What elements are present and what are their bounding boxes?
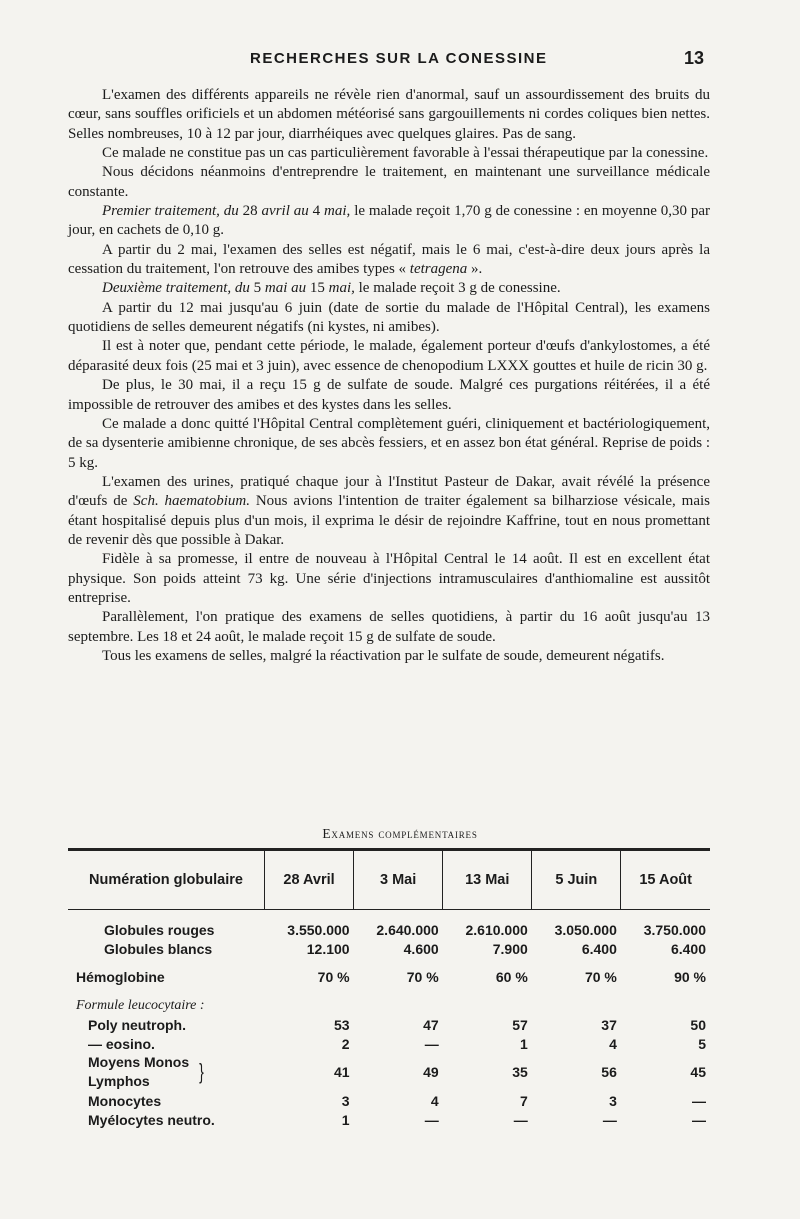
table-row [68,920,710,939]
italic-text: Premier traitement, du [102,203,239,220]
row-label [68,1053,265,1091]
cell: 3.750.000 [643,921,706,938]
row-label-line: Lymphos [88,1073,150,1089]
inline-number: 28 [242,203,258,220]
table-row [68,1034,710,1053]
paragraph: Ce malade ne constitue pas un cas particulièrement favorable à l'essai thérapeutique par la conessine. [102,145,709,162]
paragraph: Fidèle à sa promesse, il entre de nouveau à l'Hôpital Central le 14 août. Il est en excellent état physique. Son poids atteint 73 kg. Une série d'injections intramusculaires d'anthiomaline est aussitôt entreprise. [68,551,710,606]
cell: 37 [601,1016,617,1033]
cell: 35 [512,1064,528,1080]
cell: 2.640.000 [376,921,439,938]
row-label: Hémoglobine [76,969,165,985]
cell: — [602,1111,617,1128]
paragraph: De plus, le 30 mai, il a reçu 15 g de sulfate de soude. Malgré ces purgations réitérées, il a été impossible de retrouver des amibes et des kystes dans les selles. [68,377,710,413]
cell: — [424,1035,439,1052]
cell: 50 [690,1016,706,1033]
paragraph: Parallèlement, l'on pratique des examens de selles quotidiens, à partir du 16 août jusqu'au 13 septembre. Les 18 et 24 août, le malade reçoit 15 g de sulfate de soude. [68,609,710,645]
row-label: Poly neutroph. [88,1016,186,1033]
paragraph: Ce malade a donc quitté l'Hôpital Central complètement guéri, cliniquement et bactériologiquement, de sa dysenterie amibienne chronique, de ses abcès fessiers, et en assez bon état général. Reprise de poids : 5 kg. [68,415,710,471]
italic-text: avril au [261,203,309,220]
inline-text: le malade reçoit 3 g de conessine. [358,280,561,297]
inline-text: le malade reçoit 1,70 g de conessine : en moyenne 0,30 par jour, en cachets de 0,10 g. [68,203,711,239]
row-label: Globules blancs [104,940,213,957]
paragraph: L'examen des différents appareils ne révèle rien d'anormal, sauf un assourdissement des bruits du cœur, sans souffles orificiels et un abdomen météorisé sans gargouillements ni cordes coliques bien nettes. Selles nombreuses, 10 à 12 par jour, diarrhéiques avec quelques glaires. Pas de sang. [68,87,710,142]
table-header-row [68,850,710,910]
italic-text: mai, [324,203,351,220]
row-label: Monocytes [88,1092,162,1109]
table-row [68,1091,710,1110]
italic-text: mai au [264,280,307,297]
cell: 6.400 [670,940,706,957]
italic-text: Deuxième traitement, du [102,280,250,297]
section-label: Formule leucocytaire : [76,997,205,1013]
cell: 1 [341,1111,350,1128]
cell: 3.550.000 [287,921,350,938]
cell: 53 [334,1016,350,1033]
cell: 90 % [674,969,706,985]
table-row [68,958,710,996]
paragraph: Il est à noter que, pendant cette période, le malade, également porteur d'œufs d'ankylostomes, a été déparasité deux fois (25 mai et 3 juin), avec essence de chenopodium LXXX gouttes et huile de ricin 30 g. [68,338,710,374]
inline-text: A partir du 2 mai, l'examen des selles est négatif, mais le 6 mai, c'est-à-dire deux jours après la cessation du traitement, l'on retrouve des amibes types « [68,241,710,278]
page-number: 13 [684,48,705,68]
body-text [68,86,710,666]
inline-text: Nous avions l'intention de traiter également sa bilharziose vésicale, mais étant hospitalisé depuis plus d'un mois, il exprima le désir de rejoindre Kaffrine, tout en nous promettant de revenir dès que possible à Dakar. [68,493,710,548]
paragraph [68,279,710,298]
table-row [68,1053,710,1091]
lab-results-table [68,848,710,1129]
row-label: — eosino. [88,1035,155,1052]
cell: 7.900 [492,940,528,957]
paragraph: Tous les examens de selles, malgré la réactivation par le sulfate de soude, demeurent négatifs. [102,647,665,664]
page-header [0,48,800,72]
cell: 3.050.000 [554,921,617,938]
cell: 7 [519,1092,528,1109]
table-title: Examens complémentaires [322,826,478,841]
cell: 4.600 [403,940,439,957]
paragraph [68,473,710,550]
cell: 60 % [495,969,528,985]
row-label: Globules rouges [104,921,215,938]
row-label-line: Moyens Monos [88,1054,190,1070]
column-header-label: Numération globulaire [68,850,265,910]
cell: 5 [698,1035,706,1052]
paragraph [68,241,710,280]
cell: 45 [690,1064,706,1080]
inline-number: 15 [309,280,325,297]
inline-text: ». [471,261,483,278]
inline-text: L'examen des urines, pratiqué chaque jour à l'Institut Pasteur de Dakar, avait révélé la présence d'œufs de [68,473,710,510]
cell: 70 % [317,969,350,985]
cell: 1 [519,1035,528,1052]
cell: 47 [423,1016,439,1033]
inline-number: 4 [312,203,321,220]
cell: 49 [423,1064,439,1080]
cell: 3 [609,1092,617,1109]
cell: 4 [609,1035,617,1052]
running-title: RECHERCHES SUR LA CONESSINE [250,50,548,67]
cell: 2 [341,1035,350,1052]
table-row [68,939,710,958]
paragraph: A partir du 12 mai jusqu'au 6 juin (date de sortie du malade de l'Hôpital Central), les examens quotidiens de selles demeurent négatifs (ni kystes, ni amibes). [68,299,710,336]
cell: — [692,1111,706,1128]
table-row [68,1015,710,1034]
paragraph: Nous décidons néanmoins d'entreprendre le traitement, en maintenant une surveillance médicale constante. [68,164,710,200]
inline-number: 5 [253,280,262,297]
cell: — [513,1111,528,1128]
italic-text: Sch. haematobium. [133,493,250,510]
table-row [68,1110,710,1129]
column-header: 3 Mai [354,850,443,910]
italic-text: tetragena [409,261,468,278]
cell: 2.610.000 [465,921,528,938]
cell: — [692,1092,706,1109]
column-header: 15 Août [621,850,710,910]
cell: 6.400 [581,940,617,957]
cell: 57 [512,1016,528,1033]
cell: 4 [430,1092,439,1109]
cell: 70 % [584,969,617,985]
cell: 56 [601,1064,617,1080]
cell: 41 [334,1064,350,1080]
cell: 70 % [406,969,439,985]
row-label: Myélocytes neutro. [88,1111,215,1128]
cell: 12.100 [306,940,350,957]
paragraph [68,202,710,241]
column-header: 13 Mai [443,850,532,910]
cell: — [424,1111,439,1128]
column-header: 28 Avril [265,850,354,910]
cell: 3 [341,1092,350,1109]
brace-icon: } [199,1057,204,1084]
column-header: 5 Juin [532,850,621,910]
italic-text: mai, [328,280,355,297]
table-row [68,996,710,1015]
